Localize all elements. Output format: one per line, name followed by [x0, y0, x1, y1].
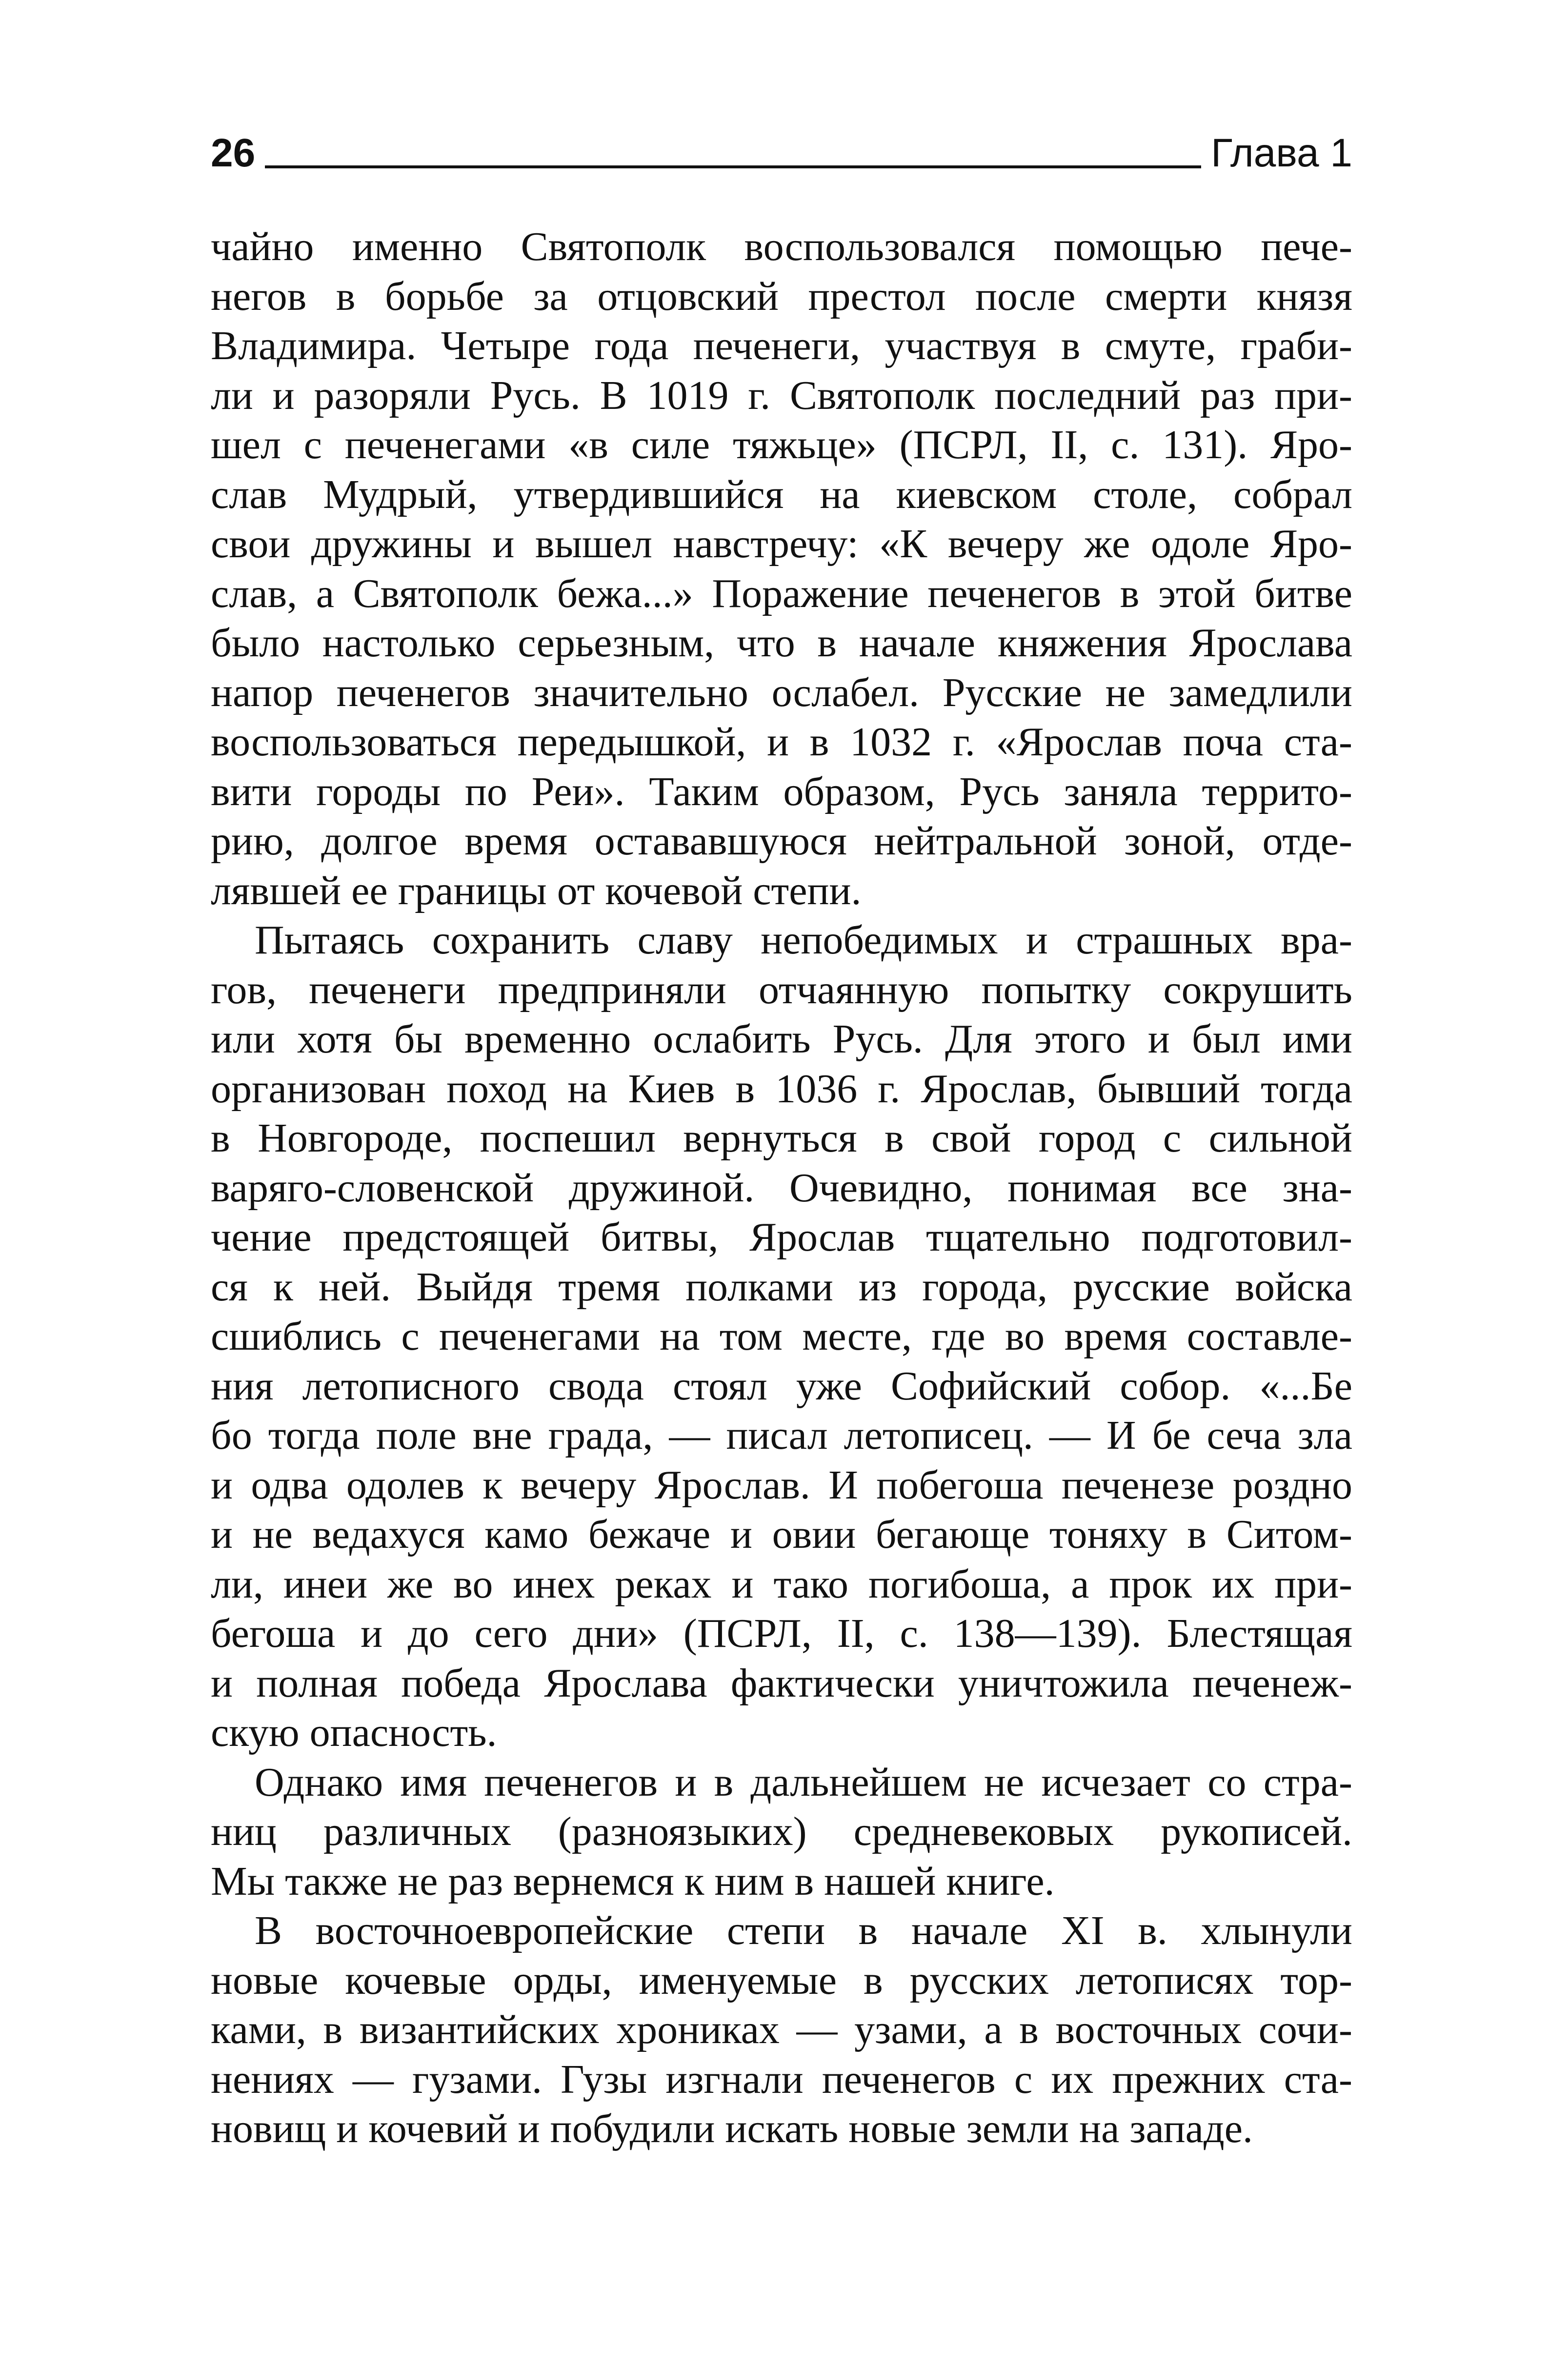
text-line: чение предстоящей битвы, Ярослав тщательно подготовил- [211, 1215, 1352, 1260]
text-line: негов в борьбе за отцовский престол после смерти князя [211, 273, 1352, 319]
paragraph [211, 1758, 1352, 1906]
text-line: Мы также не раз вернемся к ним в нашей книге. [211, 1858, 1055, 1904]
text-line: организован поход на Киев в 1036 г. Ярослав, бывший тогда [211, 1066, 1352, 1112]
text-line: ся к ней. Выйдя тремя полками из города, русские войска [211, 1264, 1352, 1310]
text-line: ния летописного свода стоял уже Софийский собор. «...Бе [211, 1363, 1352, 1409]
text-line: ли и разоряли Русь. В 1019 г. Святополк последний раз при- [211, 372, 1352, 418]
text-line: Пытаясь сохранить славу непобедимых и страшных вра- [255, 917, 1352, 963]
text-line: Владимира. Четыре года печенеги, участвуя в смуте, граби- [211, 323, 1352, 368]
text-line: и не ведахуся камо бежаче и овии бегающе тоняху в Ситом- [211, 1512, 1352, 1557]
text-line: и одва одолев к вечеру Ярослав. И побегоша печенезе роздно [211, 1462, 1352, 1508]
text-line: Однако имя печенегов и в дальнейшем не исчезает со стра- [255, 1759, 1352, 1805]
text-line: чайно именно Святополк воспользовался помощью пече- [211, 224, 1352, 269]
text-line: воспользоваться передышкой, и в 1032 г. «Ярослав поча ста- [211, 719, 1352, 765]
text-line: лявшей ее границы от кочевой степи. [211, 868, 862, 913]
text-line: вити городы по Реи». Таким образом, Русь заняла террито- [211, 769, 1352, 814]
text-line: сшиблись с печенегами на том месте, где во время составле- [211, 1314, 1352, 1359]
text-line: или хотя бы временно ослабить Русь. Для этого и был ими [211, 1016, 1352, 1062]
text-line: скую опасность. [211, 1710, 497, 1755]
text-line: слав, а Святополк бежа...» Поражение печенегов в этой битве [211, 570, 1352, 616]
text-line: ли, инеи же во инех реках и тако погибоша, а прок их при- [211, 1561, 1352, 1607]
text-line: варяго-словенской дружиной. Очевидно, понимая все зна- [211, 1165, 1352, 1211]
header-rule [265, 165, 1201, 168]
text-line: ниц различных (разноязыких) средневековых рукописей. [211, 1809, 1352, 1854]
text-line: слав Мудрый, утвердившийся на киевском столе, собрал [211, 471, 1352, 517]
page-number: 26 [211, 131, 256, 175]
text-line: шел с печенегами «в силе тяжьце» (ПСРЛ, II, с. 131). Яро- [211, 422, 1352, 467]
paragraph [211, 1906, 1352, 2154]
text-line: было настолько серьезным, что в начале княжения Ярослава [211, 620, 1352, 666]
paragraph [211, 222, 1352, 915]
chapter-title: Глава 1 [1211, 131, 1352, 175]
text-line: в Новгороде, поспешил вернуться в свой город с сильной [211, 1115, 1352, 1161]
text-line: новые кочевые орды, именуемые в русских летописях тор- [211, 1957, 1352, 2003]
text-line: и полная победа Ярослава фактически уничтожила печенеж- [211, 1660, 1352, 1706]
text-line: нениях — гузами. Гузы изгнали печенегов с их прежних ста- [211, 2056, 1352, 2102]
text-line: напор печенегов значительно ослабел. Русские не замедлили [211, 669, 1352, 715]
text-line: новищ и кочевий и побудили искать новые земли на западе. [211, 2106, 1253, 2151]
text-line: В восточноевропейские степи в начале XI в. хлынули [255, 1908, 1352, 1953]
running-header [211, 124, 1352, 173]
text-line: свои дружины и вышел навстречу: «К вечеру же одоле Яро- [211, 521, 1352, 567]
text-line: рию, долгое время остававшуюся нейтральной зоной, отде- [211, 818, 1352, 864]
text-line: бегоша и до сего дни» (ПСРЛ, II, с. 138—139). Блестящая [211, 1611, 1352, 1656]
text-line: ками, в византийских хрониках — узами, а в восточных сочи- [211, 2007, 1352, 2052]
text-line: бо тогда поле вне града, — писал летописец. — И бе сеча зла [211, 1413, 1352, 1458]
paragraph [211, 915, 1352, 1758]
body-text [211, 222, 1352, 2154]
text-line: гов, печенеги предприняли отчаянную попытку сокрушить [211, 967, 1352, 1013]
